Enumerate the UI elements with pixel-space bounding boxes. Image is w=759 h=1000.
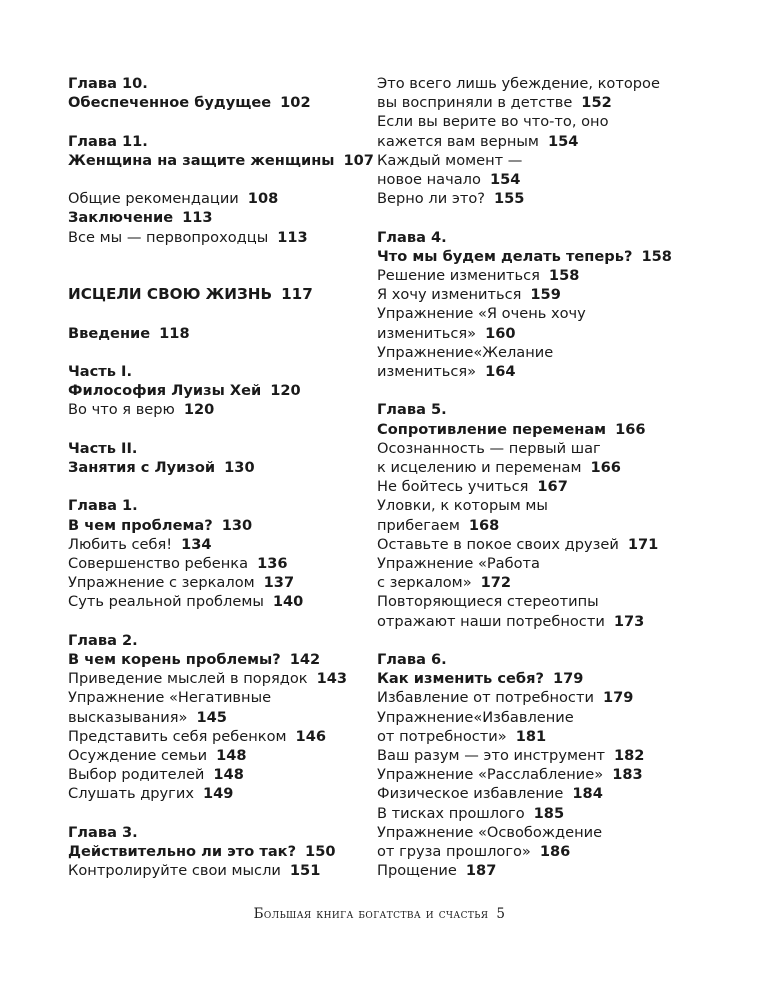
toc-entry-page: 130 bbox=[221, 516, 253, 534]
toc-entry-title: Каждый момент — bbox=[377, 151, 523, 169]
toc-entry-page: 107 bbox=[343, 151, 374, 169]
toc-entry-page: 158 bbox=[548, 267, 580, 285]
toc-entry bbox=[68, 516, 358, 535]
toc-entry-title: Прощение bbox=[377, 862, 457, 880]
toc-entry bbox=[377, 669, 707, 688]
toc-entry-title: Глава 1. bbox=[68, 497, 138, 515]
toc-entry-title: В тисках прошлого bbox=[377, 804, 525, 822]
toc-entry bbox=[68, 669, 358, 688]
toc-entry-page: 171 bbox=[627, 535, 659, 553]
toc-entry-title: Ваш разум — это инструмент bbox=[377, 747, 605, 765]
toc-entry-title: Избавление от потребности bbox=[377, 689, 594, 707]
toc-entry-title: Глава 2. bbox=[68, 631, 138, 649]
toc-entry-title: от потребности» bbox=[377, 727, 507, 745]
page-footer bbox=[0, 906, 759, 922]
toc-entry-title: Осознанность — первый шаг bbox=[377, 439, 601, 457]
toc-entry bbox=[68, 208, 358, 227]
toc-entry bbox=[377, 612, 707, 631]
toc-entry-title: Часть I. bbox=[68, 362, 133, 380]
toc-entry bbox=[68, 727, 358, 746]
toc-entry-title: Осуждение семьи bbox=[68, 746, 208, 764]
toc-entry-title: прибегаем bbox=[377, 516, 460, 534]
toc-entry bbox=[68, 554, 358, 573]
toc-entry bbox=[68, 458, 358, 477]
toc-entry-title: Глава 10. bbox=[68, 75, 148, 92]
toc-entry-title: Что мы будем делать теперь? bbox=[377, 247, 633, 265]
toc-entry-page: 102 bbox=[280, 94, 311, 112]
toc-entry-page: 173 bbox=[613, 612, 645, 630]
toc-entry-page: 113 bbox=[277, 228, 308, 246]
toc-entry-title: Оставьте в покое своих друзей bbox=[377, 535, 619, 553]
toc-entry bbox=[377, 228, 707, 247]
toc-entry-page: 184 bbox=[572, 785, 603, 803]
toc-entry bbox=[377, 804, 707, 823]
toc-entry bbox=[377, 324, 707, 343]
toc-spacer bbox=[68, 247, 358, 285]
toc-entry bbox=[68, 151, 374, 170]
toc-entry bbox=[377, 516, 707, 535]
toc-entry-page: 168 bbox=[468, 516, 500, 534]
toc-entry bbox=[377, 132, 707, 151]
toc-entry-title: Контролируйте свои мысли bbox=[68, 862, 281, 880]
toc-entry bbox=[377, 573, 707, 592]
toc-entry-page: 154 bbox=[547, 132, 579, 150]
toc-entry-page: 186 bbox=[539, 843, 571, 861]
toc-entry-title: Сопротивление переменам bbox=[377, 420, 607, 438]
toc-entry bbox=[377, 439, 707, 458]
toc-entry-title: измениться» bbox=[377, 363, 477, 381]
toc-entry-title: новое начало bbox=[377, 171, 481, 189]
toc-entry bbox=[377, 170, 707, 189]
toc-entry-title: Упражнение «Расслабление» bbox=[377, 766, 604, 784]
toc-entry bbox=[377, 842, 707, 861]
toc-entry-title: Общие рекомендации bbox=[68, 190, 239, 208]
toc-entry-title: Упражнение«Избавление bbox=[377, 708, 574, 726]
toc-spacer bbox=[68, 343, 358, 362]
toc-entry bbox=[377, 861, 707, 880]
toc-entry-title: Как изменить себя? bbox=[377, 670, 544, 688]
toc-entry-page: 183 bbox=[612, 766, 643, 784]
toc-entry bbox=[377, 266, 707, 285]
toc-entry-page: 117 bbox=[281, 285, 313, 304]
toc-entry-page: 148 bbox=[213, 766, 244, 784]
running-title: Большая книга богатства и счастья bbox=[253, 906, 489, 922]
toc-entry-title: Я хочу измениться bbox=[377, 286, 522, 304]
toc-entry bbox=[377, 343, 707, 362]
toc-entry bbox=[377, 554, 707, 573]
toc-entry bbox=[68, 381, 358, 400]
toc-entry-page: 160 bbox=[485, 324, 516, 342]
toc-entry-page: 136 bbox=[257, 554, 288, 572]
toc-entry-page: 159 bbox=[530, 286, 561, 304]
toc-entry-page: 155 bbox=[494, 190, 525, 208]
toc-spacer bbox=[68, 420, 358, 439]
toc-spacer bbox=[377, 208, 707, 227]
toc-entry bbox=[68, 285, 358, 304]
toc-entry-page: 150 bbox=[305, 842, 336, 860]
toc-entry-page: 130 bbox=[224, 458, 255, 476]
toc-entry-title: высказывания» bbox=[68, 708, 188, 726]
toc-entry-title: Женщина на защите женщины bbox=[68, 151, 335, 169]
toc-entry-title: ИСЦЕЛИ СВОЮ ЖИЗНЬ bbox=[68, 285, 273, 304]
toc-entry-page: 179 bbox=[602, 689, 634, 707]
toc-entry-page: 179 bbox=[552, 670, 584, 688]
toc-spacer bbox=[68, 112, 358, 131]
toc-entry-title: Верно ли это? bbox=[377, 190, 485, 208]
toc-entry-page: 145 bbox=[196, 708, 227, 726]
toc-entry bbox=[377, 708, 707, 727]
toc-entry-page: 182 bbox=[614, 747, 645, 765]
toc-entry bbox=[377, 400, 707, 419]
toc-entry-title: Все мы — первопроходцы bbox=[68, 228, 269, 246]
toc-entry-page: 146 bbox=[295, 727, 327, 745]
toc-entry-title: от груза прошлого» bbox=[377, 843, 531, 861]
toc-entry-page: 143 bbox=[316, 670, 348, 688]
toc-entry bbox=[377, 477, 707, 496]
toc-entry-title: измениться» bbox=[377, 324, 477, 342]
toc-entry-title: кажется вам верным bbox=[377, 132, 539, 150]
toc-entry-page: 187 bbox=[465, 862, 497, 880]
toc-entry-title: Часть II. bbox=[68, 439, 138, 457]
toc-entry bbox=[68, 324, 358, 343]
toc-entry-title: вы восприняли в детстве bbox=[377, 94, 573, 112]
toc-entry-page: 154 bbox=[489, 171, 521, 189]
toc-entry-title: Упражнение «Негативные bbox=[68, 689, 272, 707]
toc-entry-title: Это всего лишь убеждение, которое bbox=[377, 75, 660, 92]
toc-entry bbox=[377, 189, 707, 208]
toc-entry-page: 142 bbox=[289, 650, 321, 668]
toc-entry-title: Физическое избавление bbox=[377, 785, 564, 803]
toc-entry-title: Суть реальной проблемы bbox=[68, 593, 264, 611]
toc-entry-title: Обеспеченное будущее bbox=[68, 94, 272, 112]
toc-entry bbox=[68, 439, 358, 458]
toc-right-column bbox=[377, 74, 707, 880]
toc-entry bbox=[377, 93, 707, 112]
toc-entry bbox=[377, 112, 707, 131]
toc-entry bbox=[68, 535, 358, 554]
toc-entry-page: 172 bbox=[480, 574, 512, 592]
toc-entry-title: Приведение мыслей в порядок bbox=[68, 670, 308, 688]
toc-entry-page: 148 bbox=[216, 746, 247, 764]
toc-entry-title: Действительно ли это так? bbox=[68, 842, 297, 860]
toc-entry bbox=[377, 247, 707, 266]
toc-entry-title: Заключение bbox=[68, 209, 174, 227]
toc-entry bbox=[68, 823, 358, 842]
toc-entry-title: с зеркалом» bbox=[377, 574, 472, 592]
toc-entry-title: В чем корень проблемы? bbox=[68, 650, 281, 668]
toc-entry bbox=[377, 727, 707, 746]
toc-entry-title: В чем проблема? bbox=[68, 516, 213, 534]
toc-entry bbox=[377, 784, 707, 803]
toc-entry bbox=[68, 400, 358, 419]
toc-entry bbox=[68, 573, 358, 592]
toc-entry bbox=[68, 708, 358, 727]
toc-entry-title: Не бойтесь учиться bbox=[377, 478, 529, 496]
toc-entry-page: 181 bbox=[515, 727, 547, 745]
toc-entry-page: 140 bbox=[272, 593, 304, 611]
toc-entry bbox=[68, 93, 358, 112]
toc-entry bbox=[377, 746, 707, 765]
toc-spacer bbox=[68, 477, 358, 496]
toc-entry bbox=[68, 765, 358, 784]
toc-entry bbox=[377, 592, 707, 611]
toc-entry bbox=[68, 496, 358, 515]
toc-entry bbox=[377, 496, 707, 515]
toc-entry-page: 152 bbox=[581, 94, 612, 112]
toc-entry-page: 149 bbox=[202, 785, 234, 803]
toc-entry bbox=[68, 784, 358, 803]
toc-entry-page: 166 bbox=[615, 420, 646, 438]
toc-entry-title: Глава 3. bbox=[68, 823, 138, 841]
toc-entry-title: Упражнение«Желание bbox=[377, 343, 554, 361]
toc-entry bbox=[377, 420, 707, 439]
toc-entry-title: Упражнение с зеркалом bbox=[68, 574, 255, 592]
toc-entry-page: 134 bbox=[181, 535, 212, 553]
toc-entry-title: Повторяющиеся стереотипы bbox=[377, 593, 599, 611]
toc-entry bbox=[377, 823, 707, 842]
toc-entry-title: Глава 11. bbox=[68, 132, 148, 150]
toc-entry-title: Философия Луизы Хей bbox=[68, 382, 262, 400]
toc-entry-title: Слушать других bbox=[68, 785, 194, 803]
toc-entry-title: Упражнение «Освобождение bbox=[377, 823, 603, 841]
toc-entry bbox=[68, 631, 358, 650]
toc-entry-title: к исцелению и переменам bbox=[377, 459, 582, 477]
toc-entry-title: отражают наши потребности bbox=[377, 612, 605, 630]
toc-entry-title: Во что я верю bbox=[68, 401, 175, 419]
toc-entry-title: Введение bbox=[68, 324, 151, 342]
toc-entry bbox=[377, 362, 707, 381]
toc-spacer bbox=[377, 381, 707, 400]
toc-spacer bbox=[377, 631, 707, 650]
toc-entry-title: Решение измениться bbox=[377, 267, 540, 285]
toc-entry bbox=[68, 228, 358, 247]
toc-entry-page: 137 bbox=[263, 574, 295, 592]
toc-entry-page: 108 bbox=[247, 190, 279, 208]
page-number: 5 bbox=[496, 906, 506, 922]
toc-entry bbox=[377, 765, 707, 784]
toc-entry bbox=[377, 688, 707, 707]
toc-entry-page: 167 bbox=[537, 478, 568, 496]
toc-entry-title: Упражнение «Работа bbox=[377, 555, 540, 573]
toc-entry-title: Глава 6. bbox=[377, 651, 447, 669]
toc-entry-page: 120 bbox=[183, 401, 215, 419]
toc-entry-page: 151 bbox=[289, 862, 321, 880]
toc-entry bbox=[68, 74, 358, 93]
toc-entry-title: Совершенство ребенка bbox=[68, 554, 249, 572]
toc-entry bbox=[68, 746, 358, 765]
toc-entry-page: 166 bbox=[590, 459, 621, 477]
toc-entry-page: 113 bbox=[182, 209, 213, 227]
toc-entry bbox=[68, 842, 358, 861]
toc-entry-page: 158 bbox=[641, 247, 672, 265]
toc-entry bbox=[377, 458, 707, 477]
toc-entry bbox=[68, 861, 358, 880]
toc-entry-page: 120 bbox=[270, 382, 301, 400]
toc-entry bbox=[68, 688, 358, 707]
toc-spacer bbox=[68, 804, 358, 823]
toc-entry bbox=[68, 132, 358, 151]
toc-entry-page: 118 bbox=[159, 324, 190, 342]
toc-left-column bbox=[68, 74, 374, 880]
toc-entry-title: Глава 4. bbox=[377, 228, 447, 246]
toc-spacer bbox=[68, 170, 358, 189]
toc-entry-title: Представить себя ребенком bbox=[68, 727, 287, 745]
toc-spacer bbox=[68, 304, 358, 323]
toc-entry bbox=[377, 650, 707, 669]
toc-entry bbox=[377, 74, 707, 93]
toc-entry-title: Уловки, к которым мы bbox=[377, 497, 548, 515]
toc-entry-page: 185 bbox=[533, 804, 565, 822]
toc-entry-title: Упражнение «Я очень хочу bbox=[377, 305, 586, 323]
toc-entry bbox=[377, 535, 707, 554]
toc-entry-title: Если вы верите во что-то, оно bbox=[377, 113, 609, 131]
toc-entry-title: Любить себя! bbox=[68, 535, 173, 553]
toc-entry-page: 164 bbox=[485, 363, 516, 381]
toc-entry bbox=[377, 151, 707, 170]
toc-entry-title: Глава 5. bbox=[377, 401, 447, 419]
toc-entry bbox=[68, 592, 358, 611]
toc-entry-title: Занятия с Луизой bbox=[68, 458, 216, 476]
toc-entry bbox=[68, 650, 358, 669]
toc-entry-title: Выбор родителей bbox=[68, 766, 205, 784]
toc-entry bbox=[377, 285, 707, 304]
toc-entry bbox=[68, 189, 358, 208]
toc-entry bbox=[377, 304, 707, 323]
toc-entry bbox=[68, 362, 358, 381]
toc-spacer bbox=[68, 612, 358, 631]
